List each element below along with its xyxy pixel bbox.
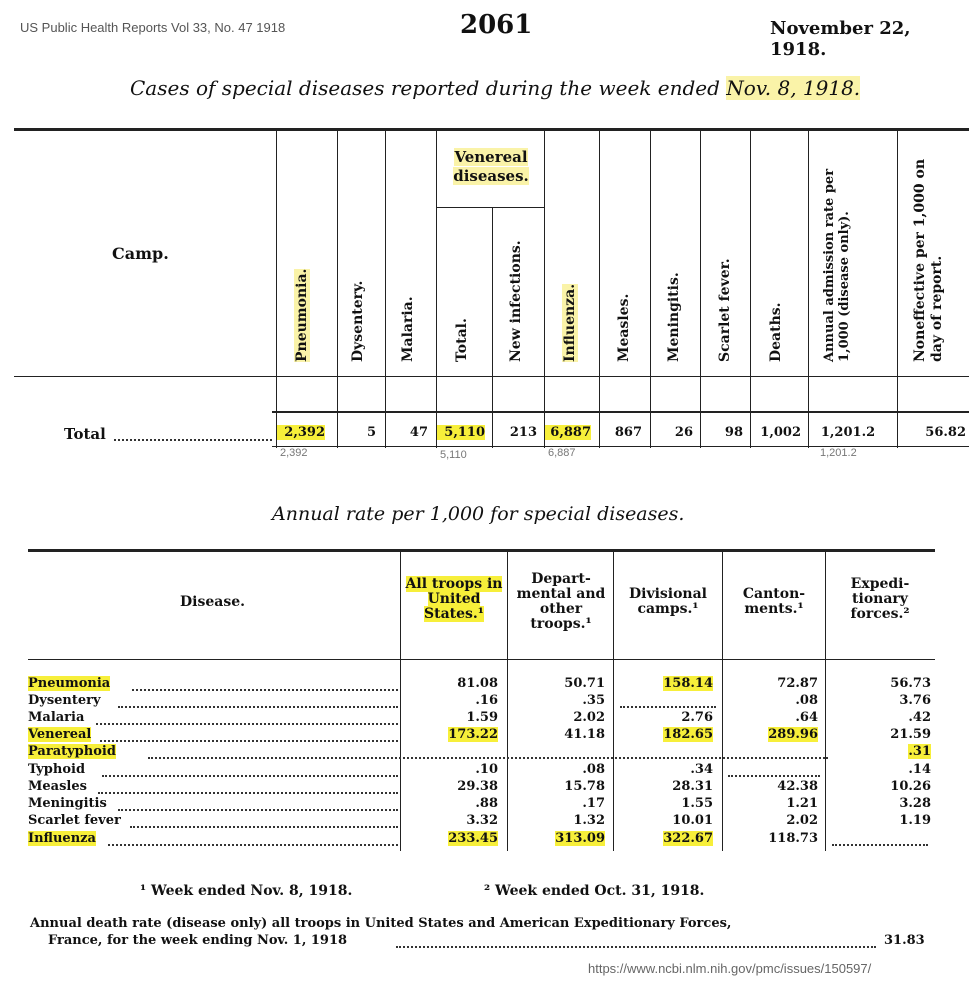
cell-measles-div: 28.31 xyxy=(672,779,713,794)
source-label: US Public Health Reports Vol 33, No. 47 1918 xyxy=(20,20,286,35)
col-all-troops: All troops in United States.¹ xyxy=(405,576,503,622)
row-disease-paratyphoid: Paratyphoid xyxy=(28,744,116,759)
cell-influenza-div: 322.67 xyxy=(663,831,713,846)
row-disease-scarlet-fever: Scarlet fever xyxy=(28,813,121,828)
venereal-group-header: Venereal diseases. xyxy=(453,148,529,185)
page-number: 2061 xyxy=(460,10,533,40)
row-disease-influenza: Influenza xyxy=(28,831,96,846)
col-venereal-total: Total. xyxy=(454,318,470,362)
annotation-venereal: 5,110 xyxy=(440,449,467,461)
row-disease-malaria: Malaria xyxy=(28,710,85,725)
col-malaria: Malaria. xyxy=(400,296,416,362)
annotation-admission-rate: 1,201.2 xyxy=(820,447,857,459)
footnote-1: ¹ Week ended Nov. 8, 1918. xyxy=(140,883,353,899)
cell-malaria-div: 2.76 xyxy=(681,710,713,725)
total-scarlet-fever: 98 xyxy=(724,425,743,440)
cell-influenza-all: 233.45 xyxy=(448,831,498,846)
col-meningitis: Meningitis. xyxy=(666,272,682,362)
cell-meningitis-div: 1.55 xyxy=(681,796,713,811)
annotation-influenza: 6,887 xyxy=(548,447,576,459)
cell-malaria-cant: .64 xyxy=(795,710,818,725)
cell-malaria-all: 1.59 xyxy=(466,710,498,725)
col-noneffective: Noneffective per 1,000 on day of report. xyxy=(912,158,945,362)
col-scarlet-fever: Scarlet fever. xyxy=(717,258,733,362)
source-url[interactable]: https://www.ncbi.nlm.nih.gov/pmc/issues/150597/ xyxy=(588,961,872,976)
cell-typhoid-div: .34 xyxy=(690,762,713,777)
table2-title: Annual rate per 1,000 for special diseases. xyxy=(272,503,685,525)
cell-malaria-exp: .42 xyxy=(908,710,931,725)
cell-meningitis-exp: 3.28 xyxy=(899,796,931,811)
col-cantonments: Canton-ments.¹ xyxy=(742,586,806,617)
cell-venereal-div: 182.65 xyxy=(663,727,713,742)
cell-meningitis-cant: 1.21 xyxy=(786,796,818,811)
col-measles: Measles. xyxy=(616,293,632,362)
col-dysentery: Dysentery. xyxy=(350,280,366,362)
cell-dysentery-all: .16 xyxy=(475,693,498,708)
total-malaria: 47 xyxy=(409,425,428,440)
row-disease-venereal: Venereal xyxy=(28,727,92,742)
cell-scarlet-div: 10.01 xyxy=(672,813,713,828)
row-disease-typhoid: Typhoid xyxy=(28,762,86,777)
total-noneffective: 56.82 xyxy=(925,425,966,440)
cell-scarlet-all: 3.32 xyxy=(466,813,498,828)
cell-meningitis-dept: .17 xyxy=(582,796,605,811)
cell-scarlet-exp: 1.19 xyxy=(899,813,931,828)
camp-header: Camp. xyxy=(112,244,169,263)
death-rate-line2: France, for the week ending Nov. 1, 1918 xyxy=(48,933,348,948)
col-deaths: Deaths. xyxy=(768,302,784,362)
col-departmental: Depart-mental and other troops.¹ xyxy=(516,571,606,632)
cell-measles-all: 29.38 xyxy=(457,779,498,794)
total-admission-rate: 1,201.2 xyxy=(820,425,876,440)
total-measles: 867 xyxy=(614,425,642,440)
col-pneumonia: Pneumonia. xyxy=(294,268,310,362)
cell-venereal-cant: 289.96 xyxy=(768,727,818,742)
cell-pneumonia-exp: 56.73 xyxy=(890,676,931,691)
footnote-2: ² Week ended Oct. 31, 1918. xyxy=(484,883,705,899)
total-dysentery: 5 xyxy=(366,425,376,440)
cell-meningitis-all: .88 xyxy=(475,796,498,811)
total-new-infections: 213 xyxy=(509,425,537,440)
cell-dysentery-cant: .08 xyxy=(795,693,818,708)
row-disease-pneumonia: Pneumonia xyxy=(28,676,111,691)
cell-measles-dept: 15.78 xyxy=(564,779,605,794)
cell-pneumonia-cant: 72.87 xyxy=(777,676,818,691)
cell-typhoid-all: .10 xyxy=(475,762,498,777)
cell-measles-cant: 42.38 xyxy=(777,779,818,794)
table1-title xyxy=(130,76,860,100)
cell-pneumonia-dept: 50.71 xyxy=(564,676,605,691)
cell-pneumonia-div: 158.14 xyxy=(663,676,713,691)
cell-influenza-cant: 118.73 xyxy=(768,831,818,846)
cell-typhoid-exp: .14 xyxy=(908,762,931,777)
cell-dysentery-exp: 3.76 xyxy=(899,693,931,708)
col-new-infections: New infections. xyxy=(508,240,524,362)
total-deaths: 1,002 xyxy=(760,425,801,440)
cell-typhoid-dept: .08 xyxy=(582,762,605,777)
table1-title-date: Nov. 8, 1918. xyxy=(726,76,861,100)
death-rate-line1: Annual death rate (disease only) all troops in United States and American Expeditionary Forces, xyxy=(30,916,732,931)
total-venereal: 5,110 xyxy=(437,425,485,440)
annotation-pneumonia: 2,392 xyxy=(280,447,308,459)
cell-venereal-dept: 41.18 xyxy=(564,727,605,742)
death-rate-value: 31.83 xyxy=(884,933,925,948)
col-expeditionary: Expedi-tionary forces.² xyxy=(850,576,910,622)
disease-header: Disease. xyxy=(180,594,245,610)
total-label: Total xyxy=(64,425,106,443)
row-disease-dysentery: Dysentery xyxy=(28,693,101,708)
total-meningitis: 26 xyxy=(674,425,693,440)
cell-measles-exp: 10.26 xyxy=(890,779,931,794)
total-influenza: 6,887 xyxy=(545,425,591,440)
table1-title-prefix: Cases of special diseases reported during the week ended xyxy=(130,76,720,100)
col-admission-rate: Annual admission rate per 1,000 (disease only). xyxy=(822,168,852,362)
row-disease-meningitis: Meningitis xyxy=(28,796,107,811)
cell-scarlet-dept: 1.32 xyxy=(573,813,605,828)
cell-venereal-all: 173.22 xyxy=(448,727,498,742)
total-pneumonia: 2,392 xyxy=(277,425,325,440)
cell-paratyphoid-exp: .31 xyxy=(908,744,931,759)
row-disease-measles: Measles xyxy=(28,779,87,794)
page-date: November 22, 1918. xyxy=(770,18,911,60)
cell-pneumonia-all: 81.08 xyxy=(457,676,498,691)
cell-dysentery-dept: .35 xyxy=(582,693,605,708)
col-divisional: Divisional camps.¹ xyxy=(628,586,708,617)
cell-scarlet-cant: 2.02 xyxy=(786,813,818,828)
cell-malaria-dept: 2.02 xyxy=(573,710,605,725)
cell-venereal-exp: 21.59 xyxy=(890,727,931,742)
cell-influenza-dept: 313.09 xyxy=(555,831,605,846)
col-influenza: Influenza. xyxy=(562,283,578,362)
